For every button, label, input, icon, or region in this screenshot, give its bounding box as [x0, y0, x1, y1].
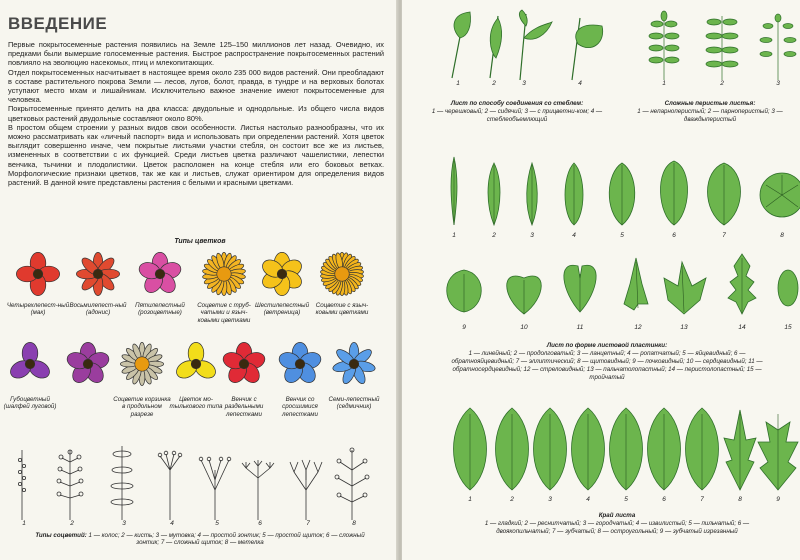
shape-caption-title: Лист по форме листовой пластинки:	[546, 342, 668, 349]
inflorescence-number: 4	[170, 520, 174, 527]
flower-type-8	[64, 340, 112, 393]
flower-icon	[276, 340, 324, 388]
flower-icon	[220, 340, 268, 388]
flower-type-label: Семи-лепестный (седмичник)	[328, 396, 380, 411]
flower-icon	[318, 250, 366, 298]
flower-type-label: Четырехлепест-ный (мак)	[6, 302, 70, 317]
flower-icon	[258, 250, 306, 298]
inflorescence-number: 6	[258, 520, 262, 527]
shape-number: 11	[576, 324, 584, 331]
flower-type-10	[172, 340, 220, 393]
flower-type-5	[258, 250, 306, 303]
attachment-caption	[422, 100, 612, 124]
shape-number: 3	[530, 232, 534, 239]
compound-caption	[620, 100, 800, 124]
flower-icon	[200, 250, 248, 298]
edge-number: 9	[776, 496, 780, 503]
compound-caption-text: 1 — непарноперистый; 2 — парноперистый; 3 — дваждыперистый	[637, 108, 783, 123]
edge-number: 2	[510, 496, 514, 503]
flower-icon	[172, 340, 220, 388]
compound-number: 1	[662, 80, 666, 87]
page-heading: ВВЕДЕНИЕ	[8, 14, 108, 33]
flower-type-4	[200, 250, 248, 303]
intro-paragraph: Отдел покрытосеменных насчитывает в настоящее время около 235 000 видов растений. Они преобладают в составе растительного покрова Земли — лесов, лугов, болот, правда, в тундре и на верховых болотах уступают место мхам и лишайникам. Исключительно важное значение имеют покрытосеменные для человека.	[8, 67, 384, 105]
left-page	[0, 0, 398, 560]
flower-type-label: Восьмилепест-ный (адонис)	[69, 302, 127, 317]
shape-caption-text: 1 — линейный; 2 — продолговатый; 3 — ланцетный; 4 — ропатчатый; 5 — яйцевидный; 6 — обратнояйцевидный; 7 — эллиптический; 8 — щитовидный; 9 — почковидный; 10 — сердцевидный; 11 — обратносердцевидный; 12 — стреловидный; 13 — пальчатолопастный; 14 — перистолопастный; 15 — тройчатый	[451, 350, 763, 381]
inflorescence-number: 7	[306, 520, 310, 527]
flower-type-6	[318, 250, 366, 303]
flower-type-label: Цветок мо-тылькового типа	[169, 396, 223, 411]
flower-type-label: Соцветие с труб-чатыми и языч-ковыми цветками	[197, 302, 251, 324]
shape-number: 10	[520, 324, 528, 331]
flower-icon	[14, 250, 62, 298]
flower-type-12	[276, 340, 324, 393]
leaf-edge-drawings	[402, 402, 800, 497]
attachment-number: 2	[492, 80, 496, 87]
flower-type-11	[220, 340, 268, 393]
shape-caption	[442, 342, 772, 382]
shape-number: 14	[738, 324, 746, 331]
flower-icon	[136, 250, 184, 298]
shape-number: 2	[492, 232, 496, 239]
attachment-number: 1	[456, 80, 460, 87]
shape-number: 6	[672, 232, 676, 239]
edge-caption-title: Край листа	[598, 512, 636, 519]
leaf-attachment-drawings	[402, 8, 800, 88]
shape-number: 12	[634, 324, 642, 331]
inflorescence-number: 5	[215, 520, 219, 527]
shape-number: 1	[452, 232, 456, 239]
inflorescence-number: 1	[22, 520, 26, 527]
flower-icon	[118, 340, 166, 388]
intro-paragraph: В простом общем строении у разных видов свои особенности. Листья настолько разнообразны, что их можно рассматривать как «личный паспорт» вида и использовать при определении растений. Хотя цветок выглядит совершенно иначе, чем покрытые листьями участки стебля, он состоит все же из листьев, измененных в соответствии с их функцией. Среди листьев цветка различают чашелистики, лепестки венчика, тычинки и плодолистики. Цветок расположен на конце стебля или его боковых ветках. Морфологические признаки цветков, так же как и листьев, служат ориентиром для определения видов растений. В данной книге представлены растения с белыми и красными цветками.	[8, 122, 384, 188]
leaf-shape-row2	[402, 248, 800, 328]
flower-type-label: Венчик с раздельными лепестками	[224, 396, 264, 418]
flower-type-label: Губоцветный (шалфей луговой)	[3, 396, 57, 411]
edge-caption	[462, 512, 772, 536]
flower-type-label: Пятилепестный (розоцветные)	[135, 302, 185, 317]
edge-caption-text: 1 — гладкий; 2 — реснитчатый; 3 — городчатый; 4 — извилистый; 5 — пильчатый; 6 — двоякопильчатый; 7 — зубчатый; 8 — остроугольный; 9 — зубчатый изрезанный	[484, 520, 750, 535]
attachment-caption-text: 1 — черешковый; 2 — сидячий; 3 — с прицветни-ком; 4 — стеблеобъемлющий	[431, 108, 603, 123]
compound-caption-title: Сложные перистые листья:	[664, 100, 756, 107]
flower-type-label: Соцветие корзинка в продольном разрезе	[113, 396, 171, 418]
flower-type-label: Венчик со сросшимися лепестками	[281, 396, 318, 418]
edge-number: 5	[624, 496, 628, 503]
attachment-number: 3	[522, 80, 526, 87]
inflorescence-drawings	[0, 440, 398, 530]
shape-number: 15	[784, 324, 792, 331]
flower-icon	[6, 340, 54, 388]
flower-type-1	[14, 250, 62, 303]
shape-number: 8	[780, 232, 784, 239]
inflorescence-caption-text: 1 — колос; 2 — кисть; 3 — мутовка; 4 — простой зонтик; 5 — простой щиток; 6 — сложный зонтик; 7 — сложный щиток; 8 — метелка	[88, 532, 365, 547]
flower-type-13	[330, 340, 378, 393]
flower-type-3	[136, 250, 184, 303]
shape-number: 5	[620, 232, 624, 239]
right-page	[402, 0, 800, 560]
intro-paragraph: Покрытосеменные принято делить на два класса: двудольные и однодольные. Из общего числа видов цветковых растений двудольные составляют около 80%.	[8, 104, 384, 123]
flower-type-label: Соцветие с языч-ковыми цветками	[315, 302, 369, 317]
flower-icon	[64, 340, 112, 388]
inflorescence-number: 2	[70, 520, 74, 527]
inflorescence-caption	[30, 532, 370, 547]
shape-number: 7	[722, 232, 726, 239]
shape-number: 9	[462, 324, 466, 331]
edge-number: 8	[738, 496, 742, 503]
edge-number: 7	[700, 496, 704, 503]
flower-type-9	[118, 340, 166, 393]
inflorescence-caption-title: Типы соцветий:	[35, 532, 87, 539]
shape-number: 4	[572, 232, 576, 239]
flower-icon	[330, 340, 378, 388]
intro-paragraph: Первые покрытосеменные растения появились на Земле 125–150 миллионов лет назад. Очевидно, их предками были вымершие голосеменные растения. Быстрое распространение покрытосеменных растений повлияло на эволюцию насекомых, птиц и млекопитающих.	[8, 40, 384, 68]
edge-number: 1	[468, 496, 472, 503]
inflorescence-number: 3	[122, 520, 126, 527]
flower-type-label: Шестилепестный (ветреница)	[254, 302, 310, 317]
shape-number: 13	[680, 324, 688, 331]
edge-number: 3	[548, 496, 552, 503]
edge-number: 4	[586, 496, 590, 503]
inflorescence-number: 8	[352, 520, 356, 527]
edge-number: 6	[662, 496, 666, 503]
flower-type-2	[74, 250, 122, 303]
attachment-caption-title: Лист по способу соединения со стеблем:	[450, 100, 584, 107]
flower-types-title: Типы цветков	[174, 238, 226, 245]
intro-text	[8, 40, 384, 187]
flower-type-7	[6, 340, 54, 393]
attachment-number: 4	[578, 80, 582, 87]
compound-number: 3	[776, 80, 780, 87]
flower-icon	[74, 250, 122, 298]
compound-number: 2	[720, 80, 724, 87]
leaf-shape-row1	[402, 155, 800, 235]
